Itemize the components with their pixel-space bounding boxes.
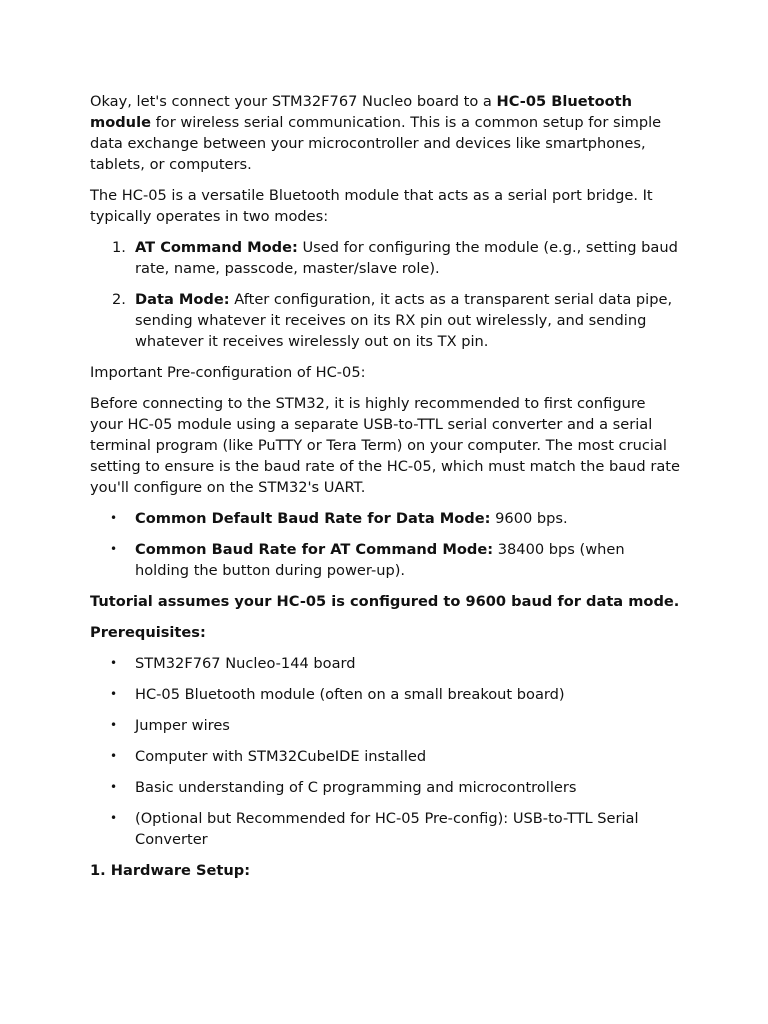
document-page xyxy=(90,91,682,891)
mode-title: AT Command Mode: xyxy=(135,239,298,256)
bullet-icon: • xyxy=(110,780,118,794)
bullet-icon: • xyxy=(110,542,118,556)
bullet-icon: • xyxy=(110,811,118,825)
baud-item-data-mode xyxy=(90,508,682,529)
bullet-icon: • xyxy=(110,656,118,670)
tutorial-note-text: Tutorial assumes your HC-05 is configured to 9600 baud for data mode. xyxy=(90,593,680,610)
preconfig-heading: Important Pre-configuration of HC-05: xyxy=(90,364,366,381)
baud-item-title: Common Baud Rate for AT Command Mode: xyxy=(135,541,494,558)
baud-item-title: Common Default Baud Rate for Data Mode: xyxy=(135,510,491,527)
list-item xyxy=(90,684,682,705)
baud-rate-list xyxy=(90,508,682,581)
prerequisite-text: Computer with STM32CubeIDE installed xyxy=(135,748,427,765)
tutorial-note xyxy=(90,591,682,612)
prerequisite-text: (Optional but Recommended for HC-05 Pre-config): USB-to-TTL Serial Converter xyxy=(135,810,639,848)
list-item xyxy=(90,715,682,736)
intro-text-end: for wireless serial communication. This is a common setup for simple data exchange between your microcontroller and devices like smartphones, tablets, or computers. xyxy=(90,114,662,173)
intro-paragraph xyxy=(90,91,682,175)
bullet-icon: • xyxy=(110,511,118,525)
mode-item-at-command xyxy=(90,237,682,279)
list-item xyxy=(90,653,682,674)
mode-title: Data Mode: xyxy=(135,291,230,308)
bullet-icon: • xyxy=(110,687,118,701)
section-heading-hardware-setup xyxy=(90,860,682,881)
list-item xyxy=(90,808,682,850)
section-heading-text: 1. Hardware Setup: xyxy=(90,862,251,879)
intro-text-start: Okay, let's connect your STM32F767 Nucleo board to a xyxy=(90,93,497,110)
prerequisites-list xyxy=(90,653,682,850)
list-number: 2. xyxy=(112,291,126,308)
modes-intro-paragraph: The HC-05 is a versatile Bluetooth module that acts as a serial port bridge. It typically operates in two modes: xyxy=(90,187,653,225)
prerequisites-heading-text: Prerequisites: xyxy=(90,624,206,641)
hc05-module-emphasis: HC-05 Bluetooth module xyxy=(90,93,633,131)
baud-item-at-mode xyxy=(90,539,682,581)
preconfig-paragraph: Before connecting to the STM32, it is highly recommended to first configure your HC-05 module using a separate USB-to-TTL serial converter and a serial terminal program (like PuTTY or Tera Term) on your computer. The most crucial setting to ensure is the baud rate of the HC-05, which must match the baud rate you'll configure on the STM32's UART. xyxy=(90,395,680,496)
modes-list xyxy=(90,237,682,352)
prerequisite-text: HC-05 Bluetooth module (often on a small breakout board) xyxy=(135,686,565,703)
bullet-icon: • xyxy=(110,749,118,763)
baud-item-value: 38400 bps (when holding the button during power-up). xyxy=(135,541,625,579)
list-number: 1. xyxy=(112,239,126,256)
prerequisites-heading xyxy=(90,622,682,643)
list-item xyxy=(90,746,682,767)
mode-item-data xyxy=(90,289,682,352)
prerequisite-text: STM32F767 Nucleo-144 board xyxy=(135,655,356,672)
prerequisite-text: Jumper wires xyxy=(135,717,230,734)
bullet-icon: • xyxy=(110,718,118,732)
list-item xyxy=(90,777,682,798)
mode-description: Used for configuring the module (e.g., setting baud rate, name, passcode, master/slave role). xyxy=(135,239,678,277)
baud-item-value: 9600 bps. xyxy=(490,510,568,527)
prerequisite-text: Basic understanding of C programming and microcontrollers xyxy=(135,779,577,796)
mode-description: After configuration, it acts as a transparent serial data pipe, sending whatever it receives on its RX pin out wirelessly, and sending whatever it receives wirelessly out on its TX pin. xyxy=(135,291,673,350)
